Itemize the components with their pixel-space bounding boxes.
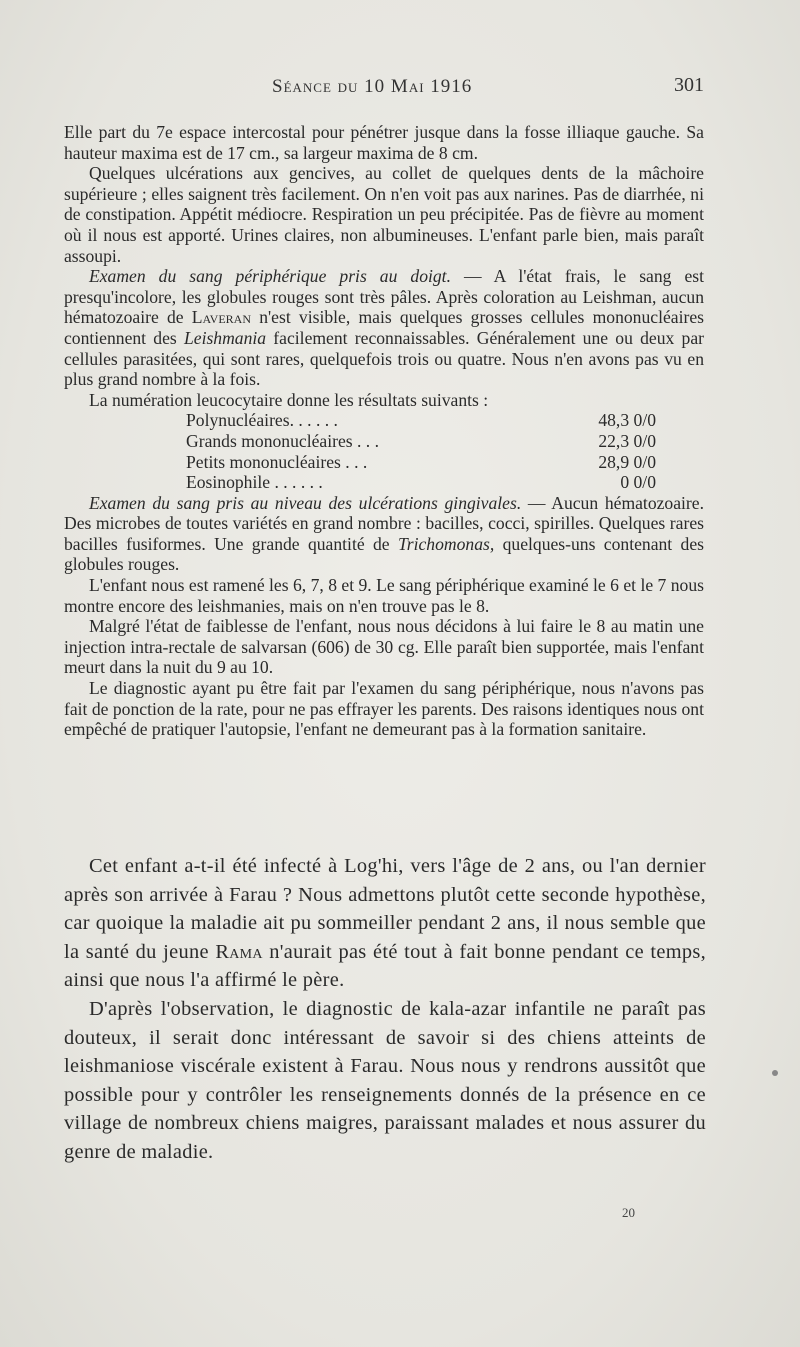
running-title: Séance du 10 Mai 1916 bbox=[272, 76, 473, 97]
paragraph: D'après l'observation, le diagnostic de kala-azar infantile ne paraît pas douteux, il serait donc intéressant de savoir si des chiens atteints de leishmaniose viscérale existent à Farau. Nous nous y rendrons aussitôt que possible pour y contrôler les renseignements donnés de la présence en ce village de nombreux chiens maigres, paraissant malades et nous assurer du genre de maladie. bbox=[64, 997, 706, 1163]
row-value: 22,3 0/0 bbox=[598, 430, 656, 451]
page-number: 301 bbox=[674, 74, 704, 96]
row-value: 0 0/0 bbox=[620, 472, 656, 493]
paragraph: Le diagnostic ayant pu être fait par l'examen du sang périphérique, nous n'avons pas fait de ponction de la rate, pour ne pas effrayer les parents. Des raisons identiques nous ont empêché de pratiquer l'autopsie, l'enfant ne demeurant pas à la formation sanitaire. bbox=[64, 678, 704, 740]
paper-speck bbox=[772, 1070, 778, 1076]
count-intro: La numération leucocytaire donne les résultats suivants : bbox=[89, 389, 489, 410]
gum-exam-paragraph bbox=[64, 493, 704, 575]
blood-exam-paragraph bbox=[64, 266, 704, 390]
italic-heading: Examen du sang périphérique pris au doigt. bbox=[89, 266, 451, 287]
row-label: Petits mononucléaires . . . bbox=[186, 451, 368, 472]
discussion-text bbox=[64, 852, 706, 1167]
signature-mark: 20 bbox=[622, 1205, 635, 1220]
name-rama: Rama bbox=[215, 940, 263, 963]
paragraph: L'enfant nous est ramené les 6, 7, 8 et 9. Le sang périphérique examiné le 6 et le 7 nous montre encore des leishmanies, mais on n'en trouve pas le 8. bbox=[64, 575, 704, 616]
text-span: — A l'état frais, le sang est presqu'incolore, les globules rouges sont très pâles. Après coloration au Leishman, aucun hématozoaire de bbox=[64, 266, 704, 328]
row-label: Eosinophile . . . . . . bbox=[186, 472, 323, 493]
paragraph: Elle part du 7e espace intercostal pour pénétrer jusque dans la fosse illiaque gauche. Sa hauteur maxima est de 17 cm., sa largeur maxima de 8 cm. bbox=[64, 122, 704, 163]
text-span: quelques-uns contenant des globules rouges. bbox=[64, 533, 704, 575]
case-report-small-print bbox=[64, 122, 704, 740]
row-label: Polynucléaires. . . . . . bbox=[186, 410, 338, 431]
row-label: Grands mononucléaires . . . bbox=[186, 430, 379, 451]
table-row bbox=[186, 472, 656, 493]
text-span: facilement reconnaissables. Généralement une ou deux par cellules parasitées, qui sont rares, quelquefois trois ou quatre. Nous n'en avons pas vu en plus grand nombre à la fois. bbox=[64, 327, 704, 390]
leucocyte-table bbox=[186, 410, 656, 492]
row-value: 28,9 0/0 bbox=[598, 451, 656, 472]
genus-leishmania: Leishmania bbox=[183, 327, 267, 348]
text-span: n'est visible, mais quelques grosses cellules mononucléaires contiennent des bbox=[64, 307, 704, 348]
author-name-laveran: Laveran bbox=[191, 307, 251, 328]
table-row bbox=[186, 410, 656, 431]
genus-trichomonas: Trichomonas, bbox=[397, 533, 495, 554]
paragraph: Quelques ulcérations aux gencives, au collet de quelques dents de la mâchoire supérieure ; elles saignent très facilement. On n'en voit pas aux narines. Pas de diarrhée, ni de constipation. Appétit médiocre. Respiration un peu précipitée. Pas de fièvre au moment où il nous est apporté. Urines claires, non albumineuses. L'enfant parle bien, mais paraît assoupi. bbox=[64, 163, 704, 266]
paragraph: Malgré l'état de faiblesse de l'enfant, nous nous décidons à lui faire le 8 au matin une injection intra-rectale de salvarsan (606) de 30 cg. Elle paraît bien supportée, mais l'enfant meurt dans la nuit du 9 au 10. bbox=[64, 616, 704, 678]
text-span: — Aucun hématozoaire. Des microbes de toutes variétés en grand nombre : bacilles, cocci, spirilles. Quelques rares bacilles fusiformes. Une grande quantité de bbox=[64, 492, 704, 554]
text-span: n'aurait pas été tout à fait bonne pendant ce temps, ainsi que nous l'a affirmé le père. bbox=[64, 940, 707, 992]
table-row bbox=[186, 431, 656, 452]
paragraph bbox=[64, 852, 706, 995]
table-row bbox=[186, 452, 656, 473]
row-value: 48,3 0/0 bbox=[598, 410, 656, 431]
text-span: Cet enfant a-t-il été infecté à Log'hi, vers l'âge de 2 ans, ou l'an dernier après son arrivée à Farau ? Nous admettons plutôt cette seconde hypothèse, car quoique la maladie ait pu sommeiller pendant 2 ans, il nous semble que la santé du jeune bbox=[64, 855, 706, 963]
italic-heading: Examen du sang pris au niveau des ulcérations gingivales. bbox=[89, 492, 522, 513]
